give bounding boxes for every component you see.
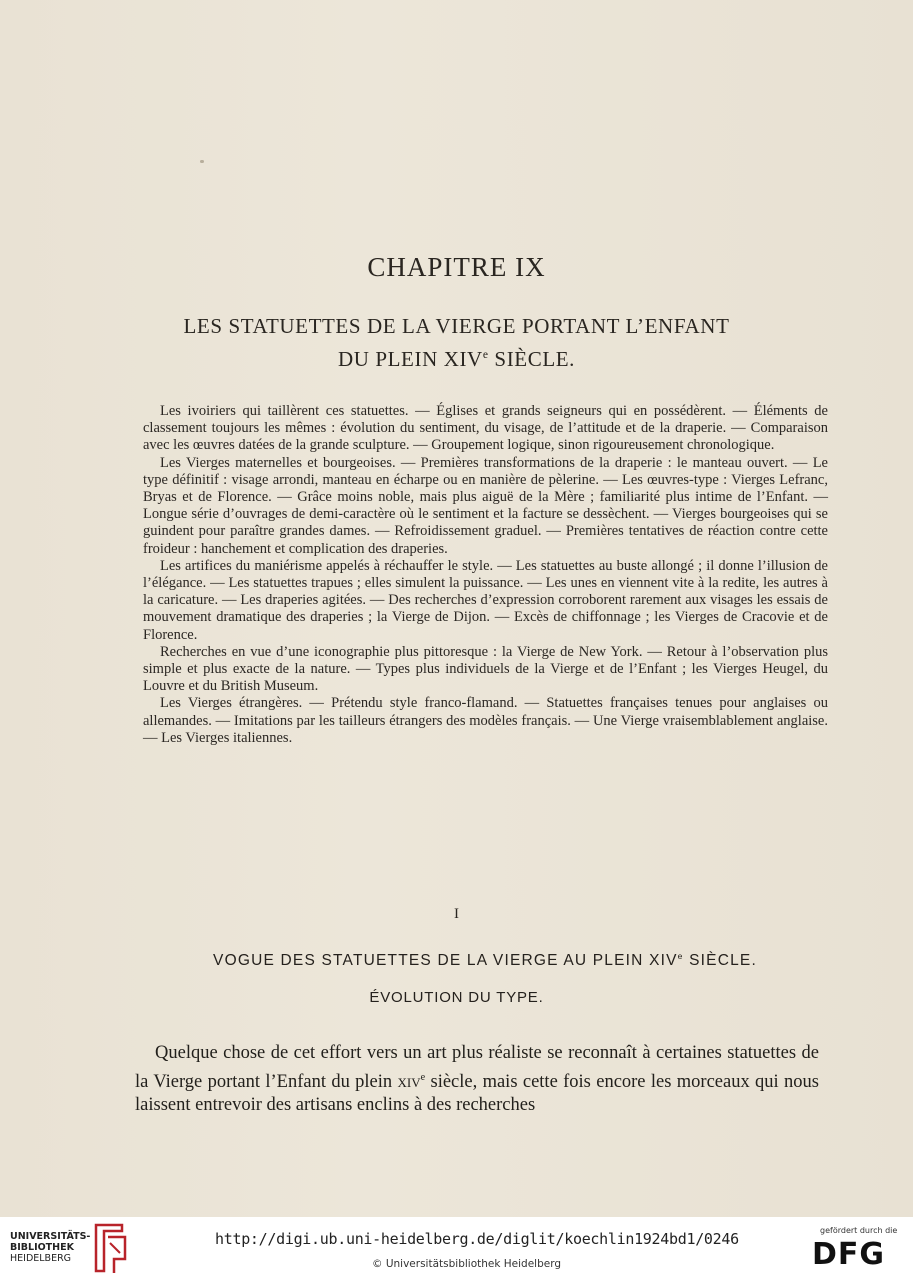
funding-caption: gefördert durch die xyxy=(820,1226,898,1235)
copyright-notice: © Universitätsbibliothek Heidelberg xyxy=(372,1258,562,1270)
permalink-url[interactable]: http://digi.ub.uni-heidelberg.de/diglit/koechlin1924bd1/0246 xyxy=(215,1230,739,1248)
body-paragraph: Quelque chose de cet effort vers un art plus réaliste se reconnaît à certaines statuettes de la Vierge portant l’Enfant du plein xiv$^e$ siècle, mais cette fois encore les morceaux qui nous laissent entrevoir des artisans enclins à des recherches xyxy=(135,1043,819,1116)
page-speck xyxy=(200,160,204,163)
section-title: VOGUE DES STATUETTES DE LA VIERGE AU PLEIN XIVe SIÈCLE. xyxy=(213,951,757,969)
chapter-title-line-1: LES STATUETTES DE LA VIERGE PORTANT L’ENFANT xyxy=(183,314,730,338)
chapter-summary xyxy=(143,403,828,747)
summary-paragraph: Les ivoiriers qui taillèrent ces statuettes. — Églises et grands seigneurs qui en possédèrent. — Éléments de classement toujours les mêmes : évolution du sentiment, du visage, de l’attitude et de la draperie. — Comparaison avec les œuvres datées de la grande sculpture. — Groupement logique, sinon rigoureusement chronologique. xyxy=(143,403,828,454)
summary-paragraph: Les Vierges étrangères. — Prétendu style franco-flamand. — Statuettes françaises tenues pour anglaises ou allemandes. — Imitations par les tailleurs étrangers des modèles français. — Une Vierge vraisemblablement anglaise. — Les Vierges italiennes. xyxy=(143,695,828,746)
summary-paragraph: Les Vierges maternelles et bourgeoises. — Premières transformations de la draperie : le manteau ouvert. — Le type définitif : visage arrondi, manteau en écharpe ou en manière de pèlerine. — Les œuvres-type : Vierges Lefranc, Bryas et de Florence. — Grâce moins noble, mais plus aiguë de la Mère ; familiarité plus intime de l’Enfant. — Longue série d’ouvrages de demi-caractère où le sentiment et la facture se dessèchent. — Vierges bourgeoises qui se guindent pour paraître grandes dames. — Refroidissement graduel. — Premières tentatives de réaction contre cette froideur : hanchement et complication des draperies. xyxy=(143,454,828,557)
section-number: I xyxy=(454,906,459,922)
library-logo-text: UNIVERSITÄTS- BIBLIOTHEK HEIDELBERG xyxy=(10,1231,91,1264)
body-text xyxy=(135,1042,819,1118)
summary-paragraph: Recherches en vue d’une iconographie plus pittoresque : la Vierge de New York. — Retour à l’observation plus simple et plus exacte de la nature. — Types plus individuels de la Vierge et de l’Enfant ; les Vierges Heugel, du Louvre et du British Museum. xyxy=(143,643,828,695)
summary-paragraph: Les artifices du maniérisme appelés à réchauffer le style. — Les statuettes au buste allongé ; il donne l’illusion de l’élégance. — Les statuettes trapues ; elles simulent la puissance. — Les unes en viennent vite à la redite, les autres à la caricature. — Les draperies agitées. — Des recherches d’expression corroborent rarement aux visages les essais de mouvement dramatique des draperies ; la Vierge de Dijon. — Excès de chiffonnage ; les Vierges de Cracovie et de Florence. xyxy=(143,557,828,643)
library-footer xyxy=(0,1217,913,1281)
dfg-logo: DFG xyxy=(812,1237,886,1272)
chapter-heading: CHAPITRE IX xyxy=(367,252,546,282)
library-logo-icon xyxy=(92,1223,128,1275)
section-subtitle: ÉVOLUTION DU TYPE. xyxy=(369,989,544,1006)
chapter-title-line-2: DU PLEIN XIVe SIÈCLE. xyxy=(337,347,576,371)
